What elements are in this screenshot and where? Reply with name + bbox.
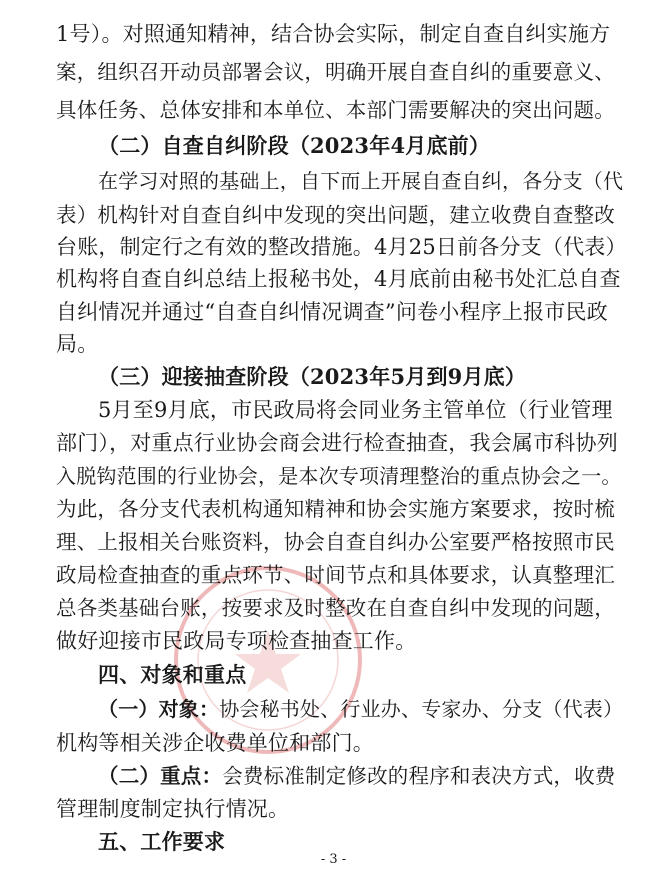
p2-line-5: 自纠情况并通过“自查自纠情况调查”问卷小程序上报市民政 (56, 300, 608, 324)
p1-line-2: 案，组织召开动员部署会议，明确开展自查自纠的重要意义、 (56, 60, 615, 84)
p3-line-1: 5月至9月底，市民政局将会同业务主管单位（行业管理 (98, 398, 613, 422)
p3-line-4: 为此，各分支代表机构通知精神和协会实施方案要求，按时梳 (56, 497, 615, 521)
p4-text: 协会秘书处、行业办、专家办、分支（代表） (219, 697, 624, 721)
p2-line-1: 在学习对照的基础上，自下而上开展自查自纠，各分支（代 (98, 169, 624, 193)
heading-stage-3: （三）迎接抽查阶段（2023年5月到9月底） (98, 364, 527, 389)
p2-line-6: 局。 (56, 332, 99, 356)
p3-line-5: 理、上报相关台账资料，协会自查自纠办公室要严格按照市民 (56, 530, 615, 554)
p5-line-1 (98, 762, 616, 790)
p2-line-4: 机构将自查自纠总结上报秘书处，4月底前由秘书处汇总自查 (56, 267, 621, 291)
p5-label: （二）重点： (98, 764, 223, 788)
heading-stage-2: （二）自查自纠阶段（2023年4月底前） (98, 133, 491, 158)
p3-line-2: 部门），对重点行业协会商会进行检查抽查，我会属市科协列 (56, 431, 618, 455)
page-number: - 3 - (320, 852, 347, 867)
p4-line-1 (98, 695, 623, 723)
section-5-title: 五、工作要求 (98, 830, 226, 854)
p4-label: （一）对象： (98, 697, 220, 721)
p5-line-2: 管理制度制定执行情况。 (56, 797, 290, 821)
p3-line-7: 总各类基础台账，按要求及时整改在自查自纠中发现的问题， (56, 596, 615, 620)
p1-line-1: 1号）。对照通知精神，结合协会实际，制定自查自纠实施方 (56, 22, 611, 46)
p3-line-3: 入脱钩范围的行业协会，是本次专项清理整治的重点协会之一。 (56, 464, 622, 488)
p5-text: 会费标准制定修改的程序和表决方式，收费 (222, 764, 616, 788)
p1-line-3: 具体任务、总体安排和本单位、本部门需要解决的突出问题。 (56, 98, 615, 122)
section-4-title: 四、对象和重点 (98, 663, 247, 687)
p3-line-6: 政局检查抽查的重点环节、时间节点和具体要求，认真整理汇 (56, 563, 615, 587)
p3-line-8: 做好迎接市民政局专项检查抽查工作。 (56, 629, 417, 653)
p2-line-2: 表）机构针对自查自纠中发现的突出问题，建立收费自查整改 (56, 203, 615, 227)
p2-line-3: 台账，制定行之有效的整改措施。4月25日前各分支（代表） (56, 235, 627, 259)
p4-line-2: 机构等相关涉企收费单位和部门。 (56, 731, 374, 755)
